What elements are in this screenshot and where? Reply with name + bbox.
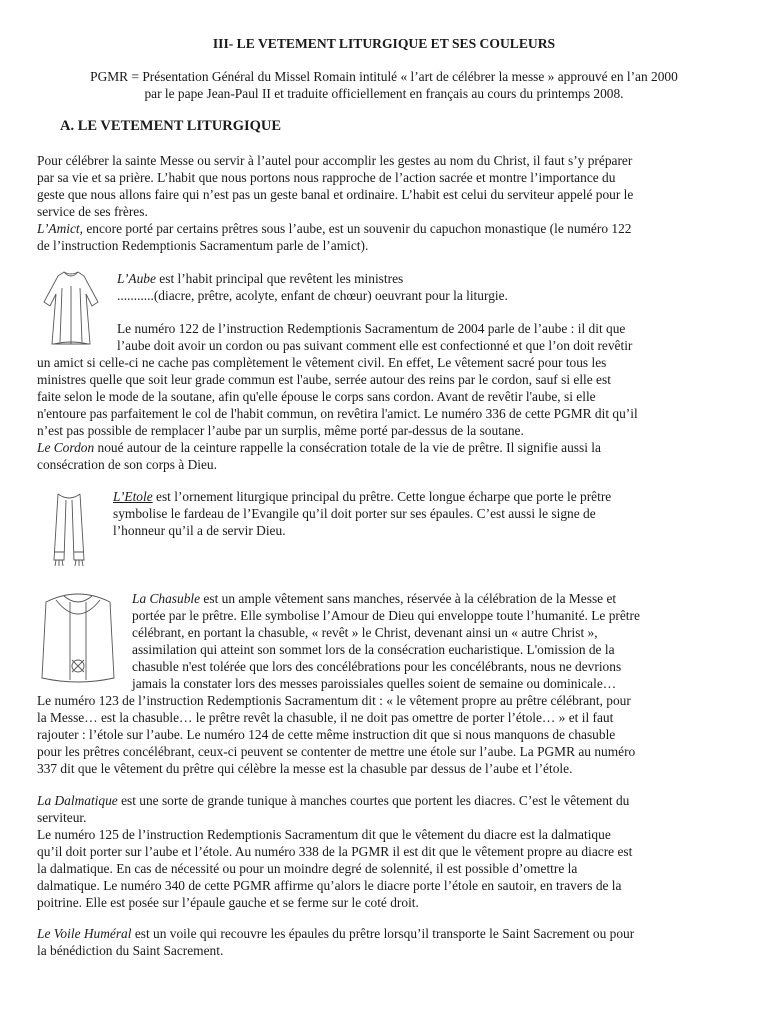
aube-illustration (40, 268, 102, 348)
chasuble-line: portée par le prêtre. Elle symbolise l’Amour de Dieu qui enveloppe toute l’humanité. Le prêtre (132, 608, 640, 623)
dalmatique-line: la dalmatique. En cas de nécessité ou pour un moindre degré de solennité, il est possible d’omettre la (37, 861, 578, 876)
voile-term: Le Voile Huméral (37, 926, 132, 941)
amict-line: de l’instruction Redemptionis Sacramentum parle de l’amict). (37, 238, 369, 253)
paragraph-line: n'entoure pas parfaitement le col de l'habit commun, on revêtira l'amict. Le numéro 336 de cette PGMR dit qu’il (37, 406, 638, 421)
cordon-line: consécration de son corps à Dieu. (37, 457, 217, 472)
intro-line-2: par le pape Jean-Paul II et traduite officiellement en français au cours du printemps 2008. (144, 86, 624, 101)
paragraph-line: par sa vie et sa prière. L’habit que nous portons nous rapproche de l’action sacrée et montre l’importance du (37, 170, 616, 185)
aube-line: L’Aube est l’habit principal que revêtent les ministres (117, 271, 404, 286)
paragraph-line: Pour célébrer la sainte Messe ou servir à l’autel pour accomplir les gestes au nom du Christ, il faut s’y préparer (37, 153, 633, 168)
dalmatique-line: dalmatique. Le numéro 340 de cette PGMR affirme qu’alors le diacre porte l’étole en sautoir, en travers de la (37, 878, 622, 893)
etole-line: L’Etole est l’ornement liturgique principal du prêtre. Cette longue écharpe que porte le prêtre (113, 489, 612, 504)
paragraph-line: service de ses frères. (37, 204, 148, 219)
paragraph-line: 337 dit que le vêtement du prêtre qui célèbre la messe est la chasuble par dessus de l’aube et l’étole. (37, 761, 573, 776)
aube-term: L’Aube (117, 271, 156, 286)
etole-line: l’honneur qu’il a de servir Dieu. (113, 523, 286, 538)
dalmatique-line: serviteur. (37, 810, 87, 825)
intro-line-1: PGMR = Présentation Général du Missel Romain intitulé « l’art de célébrer la messe » approuvé en l’an 2000 (90, 69, 678, 84)
paragraph-line: faite selon le mode de la soutane, afin qu'elle épouse le corps sans cordon. Avant de revêtir l'aube, si elle (37, 389, 596, 404)
paragraph-line: Le numéro 122 de l’instruction Redemptionis Sacramentum de 2004 parle de l’aube : il dit que (117, 321, 626, 336)
chasuble-line: assimilation qui atteint son sommet lors de la consécration eucharistique. L'omission de la (132, 642, 615, 657)
voile-line: la bénédiction du Saint Sacrement. (37, 943, 224, 958)
chasuble-line: chasuble n'est tolérée que lors des concélébrations pour les concélébrants, nous ne devrions (132, 659, 622, 674)
cordon-term: Le Cordon (37, 440, 95, 455)
dalmatique-line: Le numéro 125 de l’instruction Redemptionis Sacramentum dit que le vêtement du diacre est la dalmatique (37, 827, 611, 842)
chasuble-line: célébrant, en portant la chasuble, « revêt » le Christ, devenant ainsi un « autre Christ », (132, 625, 598, 640)
chasuble-line: La Chasuble est un ample vêtement sans manches, réservée à la célébration de la Messe et (132, 591, 617, 606)
paragraph-line: Le numéro 123 de l’instruction Redemptionis Sacramentum dit : « le vêtement propre au prêtre célébrant, pour (37, 693, 631, 708)
section-heading: A. LE VETEMENT LITURGIQUE (60, 118, 282, 134)
chasuble-illustration (38, 588, 118, 688)
etole-term: L’Etole (113, 489, 153, 504)
dalmatique-line: La Dalmatique est une sorte de grande tunique à manches courtes que portent les diacres. C’est le vêtement du (37, 793, 630, 808)
paragraph-line: ministres quelle que soit leur grade commun est l'aube, serrée autour des reins par le cordon, sauf si elle est (37, 372, 611, 387)
paragraph-line: n’est pas possible de remplacer l’aube par un surplis, même porté par-dessus de la soutane. (37, 423, 524, 438)
amict-term: L’Amict, (37, 221, 83, 236)
dalmatique-line: qu’il doit porter sur l’aube et l’étole. Au numéro 338 de la PGMR il est dit que le vêtement propre au diacre est (37, 844, 633, 859)
dalmatique-line: poitrine. Elle est posée sur l’épaule gauche et se ferme sur le coté droit. (37, 895, 419, 910)
paragraph-line: l’aube doit avoir un cordon ou pas suivant comment elle est confectionné et que l’on doit revêtir (117, 338, 633, 353)
page-title: III- LE VETEMENT LITURGIQUE ET SES COULEURS (212, 36, 556, 51)
chasuble-term: La Chasuble (132, 591, 201, 606)
etole-line: symbolise le fardeau de l’Evangile qu’il doit porter sur ses épaules. C’est aussi le signe de (113, 506, 596, 521)
paragraph-line: pour les prêtres concélébrant, ceux-ci peuvent se contenter de mettre une étole sur l’aube. La PGMR au numéro (37, 744, 636, 759)
chasuble-line: jamais la constater lors des messes paroissiales quelles soient de semaine ou dominicale… (132, 676, 617, 691)
cordon-line: Le Cordon noué autour de la ceinture rappelle la consécration totale de la vie de prêtre. Il signifie aussi la (37, 440, 601, 455)
paragraph-line: rajouter : l’étole sur l’aube. Le numéro 124 de cette même instruction dit que si nous manquons de chasuble (37, 727, 616, 742)
paragraph-line: la Messe… est la chasuble… le prêtre revêt la chasuble, il ne doit pas omettre de porter l’étole… » et il faut (37, 710, 614, 725)
etole-illustration (44, 490, 94, 570)
dalmatique-term: La Dalmatique (37, 793, 118, 808)
aube-line: ...........(diacre, prêtre, acolyte, enfant de chœur) oeuvrant pour la liturgie. (117, 288, 508, 303)
paragraph-line: un amict si celle-ci ne cache pas complètement le vêtement civil. En effet, Le vêtement sacré pour tous les (37, 355, 607, 370)
paragraph-line: geste que nous allons faire qui n’est pas un geste banal et ordinaire. L’habit est celui du serviteur appelé pour le (37, 187, 634, 202)
amict-line: L’Amict, encore porté par certains prêtres sous l’aube, est un souvenir du capuchon monastique (le numéro 122 (37, 221, 632, 236)
voile-line: Le Voile Huméral est un voile qui recouvre les épaules du prêtre lorsqu’il transporte le Saint Sacrement ou pour (37, 926, 635, 941)
